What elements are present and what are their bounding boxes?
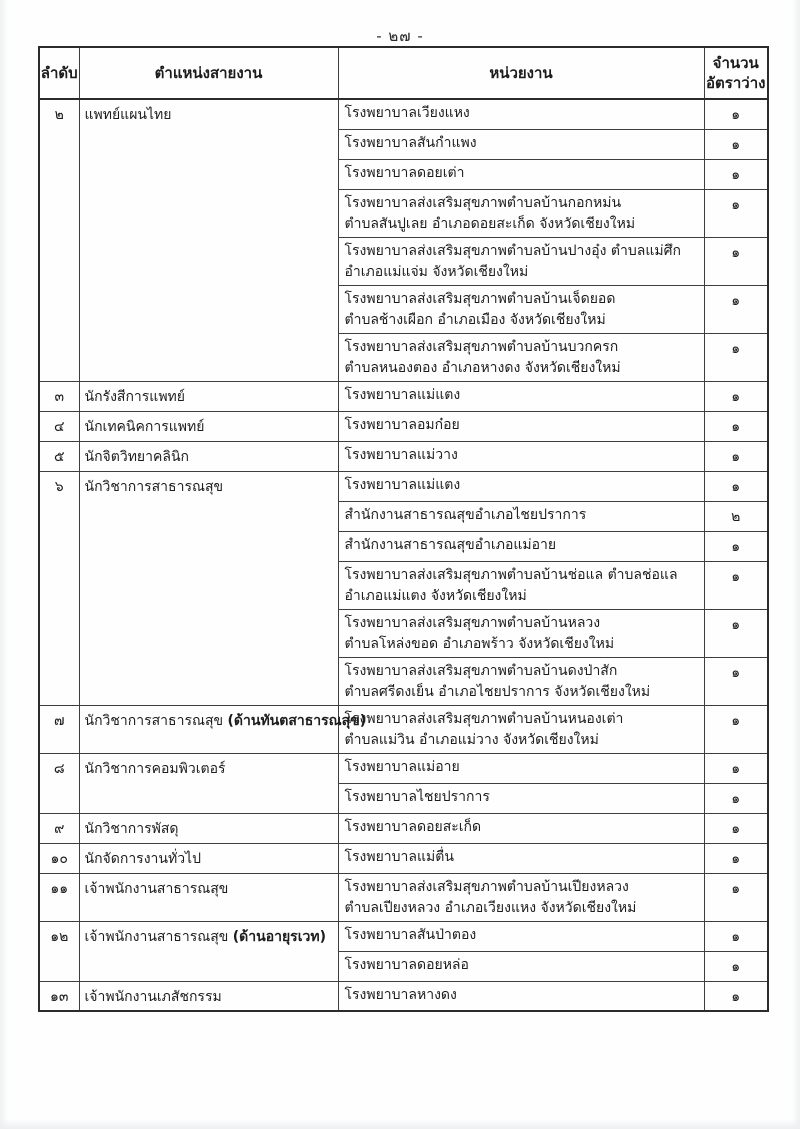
unit-name-line: ตำบลโหล่งขอด อำเภอพร้าว จังหวัดเชียงใหม่ — [344, 635, 615, 652]
unit-name — [338, 753, 704, 783]
vacancy-count: ๑ — [704, 531, 768, 561]
unit-name — [338, 921, 704, 951]
vacancy-count: ๑ — [704, 189, 768, 237]
unit-name-line: อำเภอแม่แตง จังหวัดเชียงใหม่ — [344, 587, 527, 604]
unit-name — [338, 843, 704, 873]
table-row — [39, 921, 768, 951]
unit-name — [338, 99, 704, 129]
unit-name-line: ตำบลแม่วิน อำเภอแม่วาง จังหวัดเชียงใหม่ — [344, 731, 599, 748]
header-unit: หน่วยงาน — [338, 47, 704, 99]
unit-name — [338, 159, 704, 189]
unit-name-line: โรงพยาบาลแม่วาง — [344, 446, 458, 463]
vacancy-count: ๑ — [704, 813, 768, 843]
row-number: ๑๑ — [39, 873, 79, 921]
vacancy-table — [38, 46, 769, 1012]
unit-name-line: โรงพยาบาลหางดง — [344, 986, 457, 1003]
unit-name-line: โรงพยาบาลส่งเสริมสุขภาพตำบลบ้านเปียงหลวง — [344, 878, 629, 895]
position-title: นักเทคนิคการแพทย์ — [79, 411, 338, 441]
unit-name — [338, 951, 704, 981]
unit-name — [338, 609, 704, 657]
header-row — [39, 47, 768, 99]
unit-name — [338, 531, 704, 561]
vacancy-count: ๑ — [704, 921, 768, 951]
vacancy-count: ๑ — [704, 783, 768, 813]
vacancy-count: ๒ — [704, 501, 768, 531]
position-title: นักจิตวิทยาคลินิก — [79, 441, 338, 471]
unit-name — [338, 501, 704, 531]
unit-name — [338, 129, 704, 159]
table-row — [39, 873, 768, 921]
unit-name-line: โรงพยาบาลแม่แตง — [344, 476, 461, 493]
unit-name-line: อำเภอแม่แจ่ม จังหวัดเชียงใหม่ — [344, 263, 529, 280]
unit-name-line: โรงพยาบาลส่งเสริมสุขภาพตำบลบ้านกอกหม่น — [344, 194, 622, 211]
vacancy-count: ๑ — [704, 441, 768, 471]
row-number: ๙ — [39, 813, 79, 843]
unit-name — [338, 813, 704, 843]
unit-name-line: ตำบลศรีดงเย็น อำเภอไชยปราการ จังหวัดเชียงใหม่ — [344, 683, 651, 700]
unit-name-line: โรงพยาบาลดอยหล่อ — [344, 956, 469, 973]
unit-name-line: โรงพยาบาลส่งเสริมสุขภาพตำบลบ้านช่อแล ตำบลช่อแล — [344, 566, 678, 583]
vacancy-count: ๑ — [704, 753, 768, 783]
position-title: นักวิชาการสาธารณสุข (ด้านทันตสาธารณสุข) — [79, 705, 338, 753]
unit-name-line: โรงพยาบาลส่งเสริมสุขภาพตำบลบ้านหลวง — [344, 614, 601, 631]
unit-name — [338, 873, 704, 921]
unit-name-line: สำนักงานสาธารณสุขอำเภอไชยปราการ — [344, 506, 587, 523]
header-count — [704, 47, 768, 99]
vacancy-count: ๑ — [704, 333, 768, 381]
vacancy-count: ๑ — [704, 99, 768, 129]
unit-name-line: โรงพยาบาลส่งเสริมสุขภาพตำบลบ้านเจ็ดยอด — [344, 290, 616, 307]
vacancy-count: ๑ — [704, 981, 768, 1011]
vacancy-count: ๑ — [704, 843, 768, 873]
table-header — [39, 47, 768, 99]
table-row — [39, 99, 768, 129]
scan-edge-left — [0, 0, 8, 1129]
unit-name — [338, 411, 704, 441]
table-row — [39, 381, 768, 411]
position-title: นักวิชาการคอมพิวเตอร์ — [79, 753, 338, 813]
unit-name — [338, 981, 704, 1011]
unit-name-line: โรงพยาบาลอมก๋อย — [344, 416, 460, 433]
scan-edge-right — [792, 0, 800, 1129]
unit-name-line: โรงพยาบาลไชยปราการ — [344, 788, 490, 805]
table-row — [39, 441, 768, 471]
table-row — [39, 981, 768, 1011]
position-title: นักวิชาการสาธารณสุข — [79, 471, 338, 705]
unit-name — [338, 441, 704, 471]
table-row — [39, 753, 768, 783]
unit-name — [338, 285, 704, 333]
row-number: ๒ — [39, 99, 79, 381]
vacancy-count: ๑ — [704, 159, 768, 189]
position-title: แพทย์แผนไทย — [79, 99, 338, 381]
unit-name-line: โรงพยาบาลส่งเสริมสุขภาพตำบลบ้านดงป่าสัก — [344, 662, 618, 679]
unit-name-line: โรงพยาบาลสันกำแพง — [344, 134, 477, 151]
unit-name — [338, 561, 704, 609]
row-number: ๑๒ — [39, 921, 79, 981]
header-no: ลำดับ — [39, 47, 79, 99]
row-number: ๘ — [39, 753, 79, 813]
row-number: ๕ — [39, 441, 79, 471]
unit-name-line: โรงพยาบาลเวียงแหง — [344, 105, 470, 121]
page-number: - ๒๗ - — [376, 27, 424, 45]
unit-name — [338, 333, 704, 381]
row-number: ๑๓ — [39, 981, 79, 1011]
unit-name-line: ตำบลสันปูเลย อำเภอดอยสะเก็ด จังหวัดเชียงใหม่ — [344, 215, 636, 232]
unit-name-line: สำนักงานสาธารณสุขอำเภอแม่อาย — [344, 536, 557, 553]
vacancy-count: ๑ — [704, 381, 768, 411]
unit-name-line: โรงพยาบาลสันป่าตอง — [344, 926, 477, 943]
unit-name-line: โรงพยาบาลดอยเต่า — [344, 164, 465, 181]
vacancy-count: ๑ — [704, 951, 768, 981]
vacancy-count: ๑ — [704, 609, 768, 657]
unit-name-line: โรงพยาบาลส่งเสริมสุขภาพตำบลบ้านหนองเต่า — [344, 710, 624, 727]
position-title: เจ้าพนักงานสาธารณสุข — [79, 873, 338, 921]
unit-name-line: โรงพยาบาลดอยสะเก็ด — [344, 818, 482, 835]
unit-name-line: ตำบลช้างเผือก อำเภอเมือง จังหวัดเชียงใหม่ — [344, 311, 606, 328]
position-title: เจ้าพนักงานสาธารณสุข (ด้านอายุรเวท) — [79, 921, 338, 981]
row-number: ๔ — [39, 411, 79, 441]
unit-name-line: ตำบลหนองตอง อำเภอหางดง จังหวัดเชียงใหม่ — [344, 359, 621, 376]
row-number: ๖ — [39, 471, 79, 705]
vacancy-count: ๑ — [704, 561, 768, 609]
table-row — [39, 705, 768, 753]
unit-name-line: โรงพยาบาลส่งเสริมสุขภาพตำบลบ้านบวกครก — [344, 338, 619, 355]
vacancy-count: ๑ — [704, 471, 768, 501]
vacancy-count: ๑ — [704, 285, 768, 333]
vacancy-count: ๑ — [704, 129, 768, 159]
table-body — [39, 99, 768, 1011]
position-title: นักรังสีการแพทย์ — [79, 381, 338, 411]
table-row — [39, 411, 768, 441]
table-row — [39, 843, 768, 873]
table-row — [39, 813, 768, 843]
position-title-bold: (ด้านอายุรเวท) — [232, 928, 326, 945]
position-title: นักจัดการงานทั่วไป — [79, 843, 338, 873]
row-number: ๑๐ — [39, 843, 79, 873]
position-title: เจ้าพนักงานเภสัชกรรม — [79, 981, 338, 1011]
unit-name-line: ตำบลเปียงหลวง อำเภอเวียงแหง จังหวัดเชียงใหม่ — [344, 899, 637, 916]
row-number: ๗ — [39, 705, 79, 753]
unit-name — [338, 237, 704, 285]
unit-name — [338, 471, 704, 501]
vacancy-count: ๑ — [704, 237, 768, 285]
table-row — [39, 471, 768, 501]
unit-name-line: โรงพยาบาลแม่แตง — [344, 386, 461, 403]
vacancy-count: ๑ — [704, 411, 768, 441]
header-position: ตำแหน่งสายงาน — [79, 47, 338, 99]
position-title-bold: (ด้านทันตสาธารณสุข) — [227, 712, 367, 729]
vacancy-count: ๑ — [704, 657, 768, 705]
unit-name — [338, 189, 704, 237]
header-count-line2: อัตราว่าง — [706, 74, 766, 92]
row-number: ๓ — [39, 381, 79, 411]
scan-edge-bottom — [0, 1119, 800, 1129]
unit-name-line: โรงพยาบาลแม่ตื่น — [344, 848, 454, 865]
unit-name-line: โรงพยาบาลแม่อาย — [344, 758, 460, 775]
vacancy-count: ๑ — [704, 705, 768, 753]
unit-name — [338, 381, 704, 411]
vacancy-count: ๑ — [704, 873, 768, 921]
unit-name — [338, 657, 704, 705]
header-count-line1: จำนวน — [712, 54, 759, 72]
unit-name — [338, 783, 704, 813]
unit-name-line: โรงพยาบาลส่งเสริมสุขภาพตำบลบ้านปางอุ๋ง ตำบลแม่ศึก — [344, 242, 681, 259]
unit-name — [338, 705, 704, 753]
position-title: นักวิชาการพัสดุ — [79, 813, 338, 843]
